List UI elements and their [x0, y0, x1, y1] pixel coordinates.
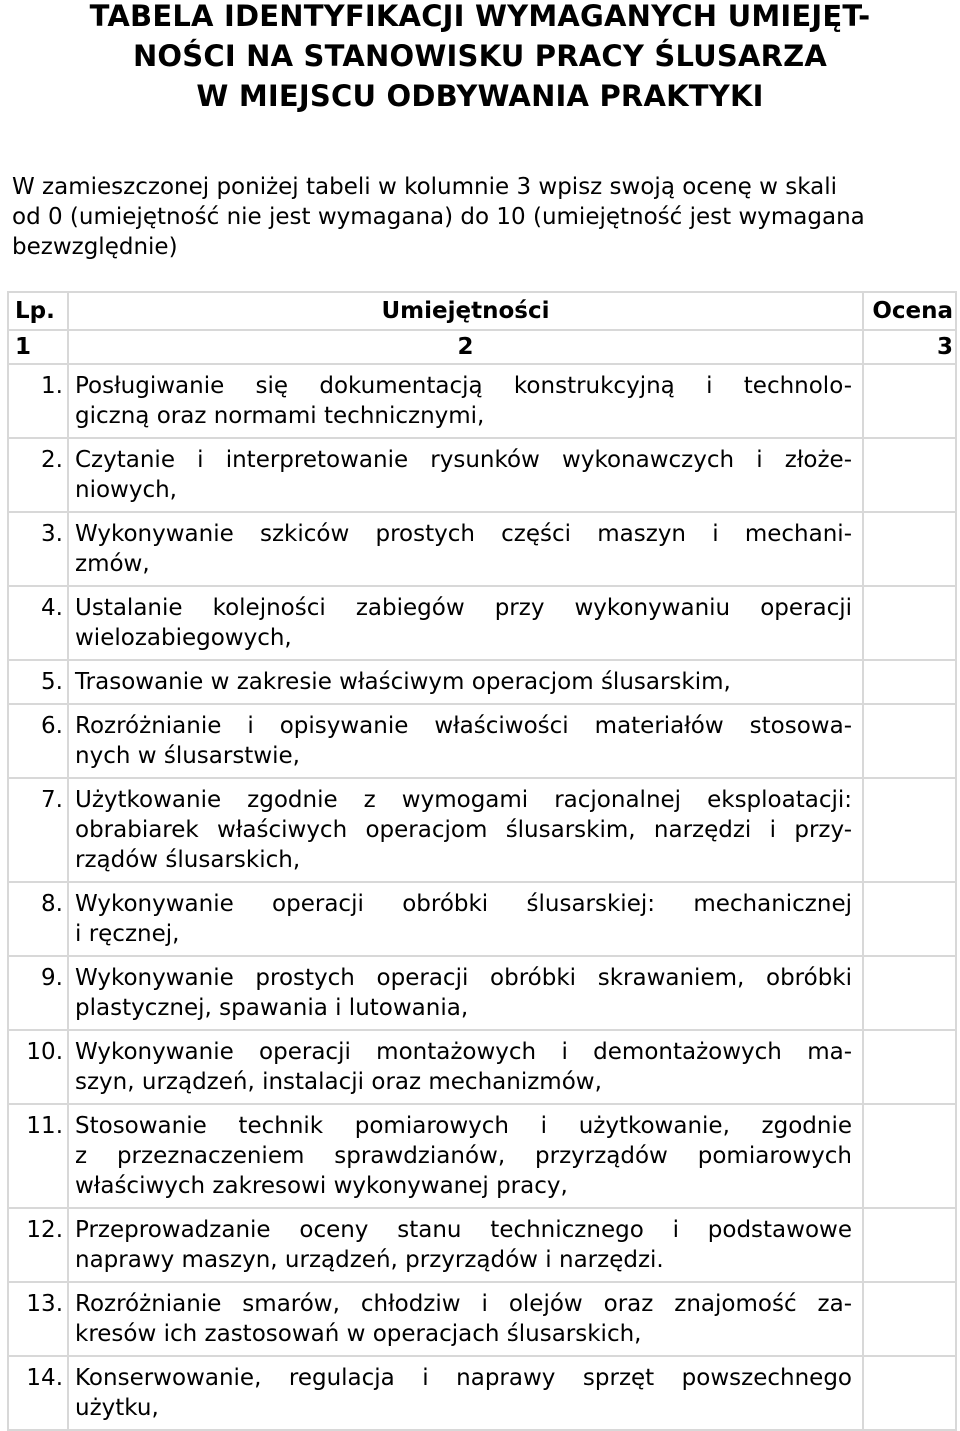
rating-cell[interactable]	[863, 956, 956, 1030]
table-row	[8, 1282, 956, 1356]
table-row	[8, 1104, 956, 1208]
header-rating: Ocena	[863, 292, 956, 330]
title-line: NOŚCI NA STANOWISKU PRACY ŚLUSARZA	[132, 39, 828, 73]
skill-description-line: i ręcznej,	[75, 921, 180, 947]
instructions-line: bezwzględnie)	[12, 234, 178, 260]
skill-description-line: plastycznej, spawania i lutowania,	[75, 995, 469, 1021]
table-row	[8, 512, 956, 586]
rating-cell[interactable]	[863, 704, 956, 778]
table-row	[8, 704, 956, 778]
skill-description	[68, 1282, 863, 1356]
row-number: 14.	[8, 1356, 68, 1430]
table-header-row	[8, 292, 956, 330]
skill-description	[68, 586, 863, 660]
skill-description-line: szyn, urządzeń, instalacji oraz mechanizmów,	[75, 1069, 602, 1095]
column-number-3: 3	[863, 330, 956, 364]
skill-description-line: Wykonywanie szkiców prostych części maszyn i mechani-	[75, 521, 852, 547]
skill-description	[68, 512, 863, 586]
rating-cell[interactable]	[863, 512, 956, 586]
skill-description-line: kresów ich zastosowań w operacjach ślusarskich,	[75, 1321, 642, 1347]
row-number: 11.	[8, 1104, 68, 1208]
rating-cell[interactable]	[863, 882, 956, 956]
skill-description-line: wielozabiegowych,	[75, 625, 292, 651]
skill-description	[68, 438, 863, 512]
skill-description	[68, 1208, 863, 1282]
rating-cell[interactable]	[863, 778, 956, 882]
skill-description	[68, 1104, 863, 1208]
skill-description	[68, 956, 863, 1030]
skill-description	[68, 1356, 863, 1430]
rating-cell[interactable]	[863, 438, 956, 512]
skill-description	[68, 882, 863, 956]
row-number: 8.	[8, 882, 68, 956]
skill-description-line: Czytanie i interpretowanie rysunków wykonawczych i złoże-	[75, 447, 852, 473]
header-skills: Umiejętności	[68, 292, 863, 330]
rating-cell[interactable]	[863, 1104, 956, 1208]
row-number: 13.	[8, 1282, 68, 1356]
row-number: 9.	[8, 956, 68, 1030]
table-row	[8, 956, 956, 1030]
table-row	[8, 1030, 956, 1104]
table-body	[8, 364, 956, 1430]
skill-description-line: właściwych zakresowi wykonywanej pracy,	[75, 1173, 568, 1199]
skill-description-line: rządów ślusarskich,	[75, 847, 301, 873]
row-number: 3.	[8, 512, 68, 586]
row-number: 1.	[8, 364, 68, 438]
rating-cell[interactable]	[863, 660, 956, 704]
table-row	[8, 1356, 956, 1430]
skill-description-line: Przeprowadzanie oceny stanu technicznego i podstawowe	[75, 1217, 852, 1243]
rating-cell[interactable]	[863, 1356, 956, 1430]
instructions-line: od 0 (umiejętność nie jest wymagana) do 10 (umiejętność jest wymagana	[12, 204, 865, 230]
header-lp: Lp.	[8, 292, 68, 330]
skill-description-line: z przeznaczeniem sprawdzianów, przyrządów pomiarowych	[75, 1143, 852, 1169]
row-number: 6.	[8, 704, 68, 778]
skill-description-line: Rozróżnianie smarów, chłodziw i olejów oraz znajomość za-	[75, 1291, 852, 1317]
skill-description	[68, 1030, 863, 1104]
table-row	[8, 586, 956, 660]
skill-description	[68, 364, 863, 438]
skill-description	[68, 778, 863, 882]
table-row	[8, 882, 956, 956]
row-number: 7.	[8, 778, 68, 882]
row-number: 10.	[8, 1030, 68, 1104]
rating-cell[interactable]	[863, 1030, 956, 1104]
row-number: 2.	[8, 438, 68, 512]
row-number: 5.	[8, 660, 68, 704]
table-row	[8, 778, 956, 882]
skill-description-line: Wykonywanie operacji montażowych i demontażowych ma-	[75, 1039, 852, 1065]
skill-description-line: Konserwowanie, regulacja i naprawy sprzęt powszechnego	[75, 1365, 852, 1391]
column-numbers-row	[8, 330, 956, 364]
skill-description-line: Wykonywanie operacji obróbki ślusarskiej: mechanicznej	[75, 891, 852, 917]
skill-description-line: Użytkowanie zgodnie z wymogami racjonalnej eksploatacji:	[75, 787, 852, 813]
skill-description-line: Stosowanie technik pomiarowych i użytkowanie, zgodnie	[75, 1113, 852, 1139]
table-row	[8, 660, 956, 704]
instructions-paragraph	[12, 172, 948, 262]
skill-description-line: Ustalanie kolejności zabiegów przy wykonywaniu operacji	[75, 595, 852, 621]
skill-description	[68, 660, 863, 704]
skill-description-line: nych w ślusarstwie,	[75, 743, 300, 769]
row-number: 12.	[8, 1208, 68, 1282]
table-row	[8, 438, 956, 512]
skill-description-line: obrabiarek właściwych operacjom ślusarskim, narzędzi i przy-	[75, 817, 852, 843]
rating-cell[interactable]	[863, 364, 956, 438]
skill-description-line: Trasowanie w zakresie właściwym operacjom ślusarskim,	[75, 669, 731, 695]
skills-table	[7, 291, 957, 1431]
table-row	[8, 364, 956, 438]
rating-cell[interactable]	[863, 1282, 956, 1356]
skill-description-line: zmów,	[75, 551, 150, 577]
row-number: 4.	[8, 586, 68, 660]
skill-description-line: Wykonywanie prostych operacji obróbki skrawaniem, obróbki	[75, 965, 852, 991]
table-row	[8, 1208, 956, 1282]
skill-description-line: Posługiwanie się dokumentacją konstrukcyjną i technolo-	[75, 373, 852, 399]
title-line: W MIEJSCU ODBYWANIA PRAKTYKI	[196, 79, 764, 113]
instructions-line: W zamieszczonej poniżej tabeli w kolumnie 3 wpisz swoją ocenę w skali	[12, 174, 838, 200]
skill-description-line: Rozróżnianie i opisywanie właściwości materiałów stosowa-	[75, 713, 852, 739]
skill-description-line: giczną oraz normami technicznymi,	[75, 403, 485, 429]
skill-description-line: użytku,	[75, 1395, 159, 1421]
document-title	[0, 0, 960, 116]
rating-cell[interactable]	[863, 1208, 956, 1282]
skill-description-line: niowych,	[75, 477, 177, 503]
skill-description-line: naprawy maszyn, urządzeń, przyrządów i narzędzi.	[75, 1247, 664, 1273]
title-line: TABELA IDENTYFIKACJI WYMAGANYCH UMIEJĘT-	[89, 0, 871, 33]
rating-cell[interactable]	[863, 586, 956, 660]
skill-description	[68, 704, 863, 778]
column-number-2: 2	[68, 330, 863, 364]
column-number-1: 1	[8, 330, 68, 364]
